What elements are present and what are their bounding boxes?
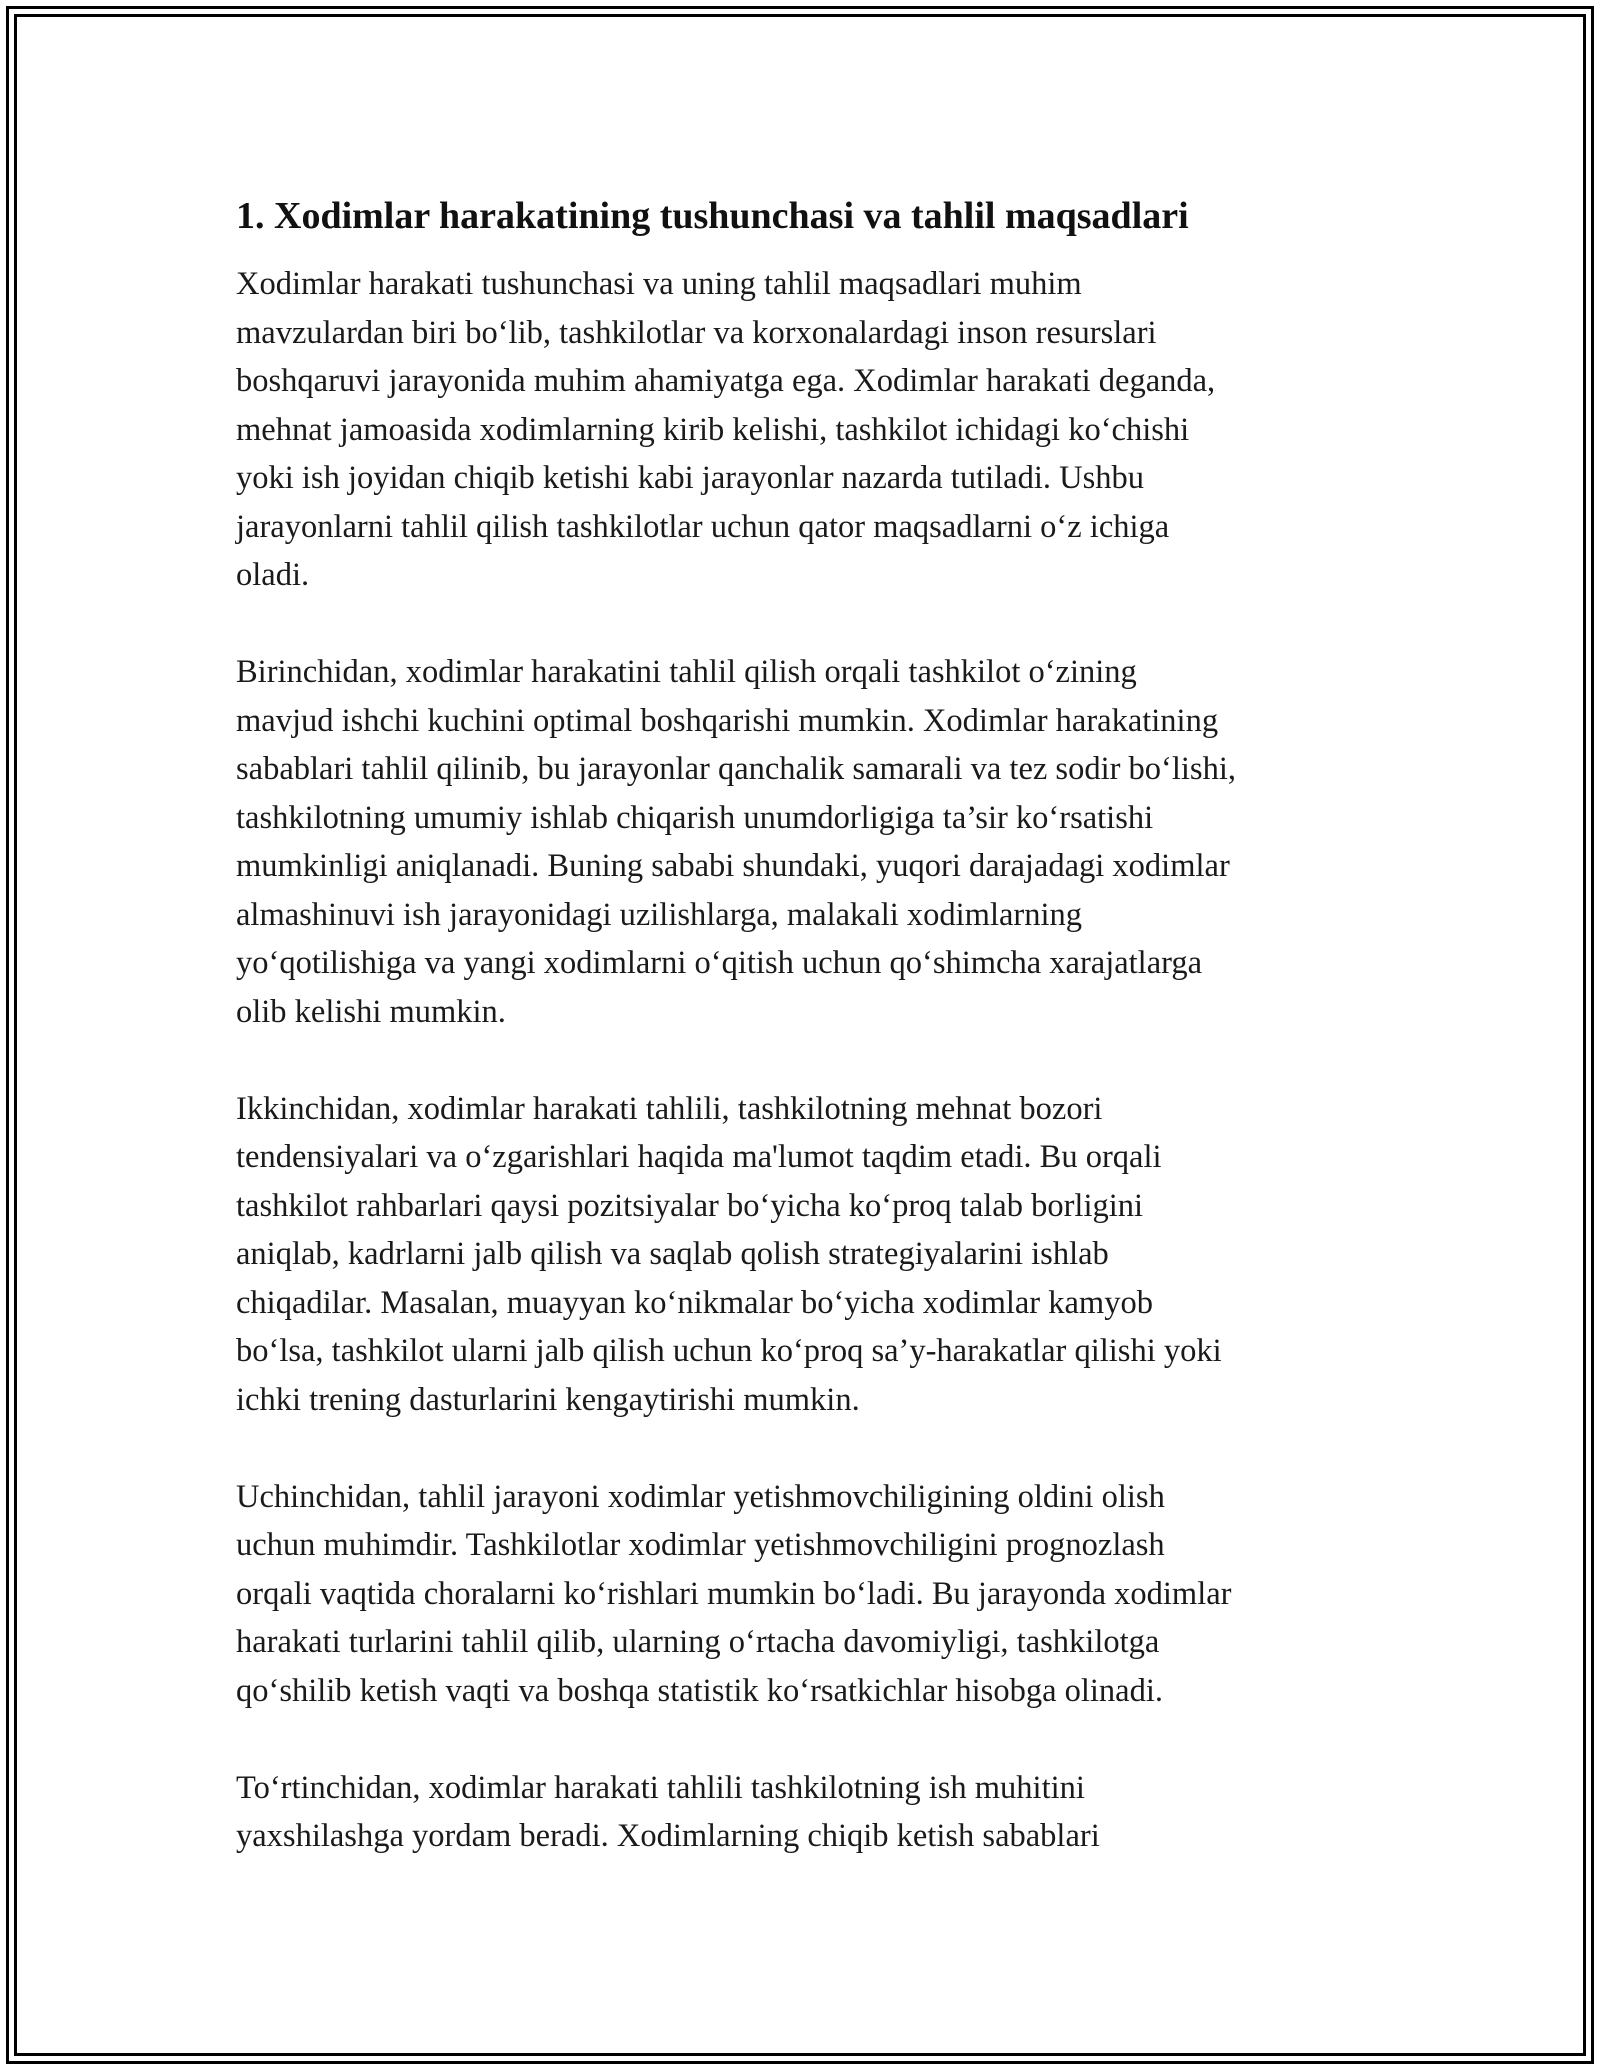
section-heading: 1. Xodimlar harakatining tushunchasi va tahlil maqsadlari: [236, 195, 1189, 237]
text-line: yo‘qotilishiga va yangi xodimlarni o‘qitish uchun qo‘shimcha xarajatlarga: [236, 945, 1203, 981]
text-line: Birinchidan, xodimlar harakatini tahlil qilish orqali tashkilot o‘zining: [236, 654, 1137, 690]
text-line: harakati turlarini tahlil qilib, ularning o‘rtacha davomiyligi, tashkilotga: [236, 1624, 1160, 1660]
text-line: yaxshilashga yordam beradi. Xodimlarning chiqib ketish sabablari: [236, 1818, 1100, 1854]
text-line: tashkilot rahbarlari qaysi pozitsiyalar bo‘yicha ko‘proq talab borligini: [236, 1187, 1144, 1224]
paragraph-first: [236, 648, 1386, 1036]
paragraph-third: [236, 1473, 1386, 1716]
text-line: Uchinchidan, tahlil jarayoni xodimlar yetishmovchiligining oldini olish: [236, 1478, 1165, 1515]
text-line: orqali vaqtida choralarni ko‘rishlari mumkin bo‘ladi. Bu jarayonda xodimlar: [236, 1575, 1232, 1612]
text-line: mavzulardan biri bo‘lib, tashkilotlar va korxonalardagi inson resurslari: [236, 314, 1157, 351]
text-line: Ikkinchidan, xodimlar harakati tahlili, tashkilotning mehnat bozori: [236, 1090, 1103, 1127]
text-line: mehnat jamoasida xodimlarning kirib kelishi, tashkilot ichidagi ko‘chishi: [236, 411, 1190, 448]
paragraph-intro: [236, 260, 1386, 600]
text-line: Xodimlar harakati tushunchasi va uning tahlil maqsadlari muhim: [236, 266, 1082, 302]
text-line: boshqaruvi jarayonida muhim ahamiyatga ega. Xodimlar harakati deganda,: [236, 363, 1216, 399]
text-line: sabablari tahlil qilinib, bu jarayonlar qanchalik samarali va tez sodir bo‘lishi,: [236, 751, 1236, 787]
text-line: chiqadilar. Masalan, muayyan ko‘nikmalar bo‘yicha xodimlar kamyob: [236, 1284, 1153, 1321]
text-line: aniqlab, kadrlarni jalb qilish va saqlab qolish strategiyalarini ishlab: [236, 1236, 1109, 1272]
text-line: tashkilotning umumiy ishlab chiqarish unumdorligiga ta’sir ko‘rsatishi: [236, 799, 1154, 836]
text-line: qo‘shilib ketish vaqti va boshqa statistik ko‘rsatkichlar hisobga olinadi.: [236, 1672, 1164, 1709]
text-line: uchun muhimdir. Tashkilotlar xodimlar yetishmovchiligini prognozlash: [236, 1527, 1165, 1563]
text-line: tendensiyalari va o‘zgarishlari haqida ma'lumot taqdim etadi. Bu orqali: [236, 1139, 1162, 1175]
paragraph-second: [236, 1085, 1386, 1425]
text-line: almashinuvi ish jarayonidagi uzilishlarga, malakali xodimlarning: [236, 896, 1083, 933]
text-line: To‘rtinchidan, xodimlar harakati tahlili tashkilotning ish muhitini: [236, 1769, 1085, 1806]
text-line: ichki trening dasturlarini kengaytirishi mumkin.: [236, 1381, 860, 1418]
text-line: jarayonlarni tahlil qilish tashkilotlar uchun qator maqsadlarni o‘z ichiga: [236, 508, 1170, 545]
text-line: mavjud ishchi kuchini optimal boshqarishi mumkin. Xodimlar harakatining: [236, 702, 1219, 739]
text-line: mumkinligi aniqlanadi. Buning sababi shundaki, yuqori darajadagi xodimlar: [236, 848, 1230, 884]
document-body: [236, 190, 1386, 1909]
paragraph-fourth: [236, 1764, 1386, 1861]
text-line: oladi.: [236, 557, 310, 593]
text-line: bo‘lsa, tashkilot ularni jalb qilish uchun ko‘proq sa’y-harakatlar qilishi yoki: [236, 1333, 1222, 1369]
text-line: olib kelishi mumkin.: [236, 993, 506, 1030]
text-line: yoki ish joyidan chiqib ketishi kabi jarayonlar nazarda tutiladi. Ushbu: [236, 460, 1144, 496]
